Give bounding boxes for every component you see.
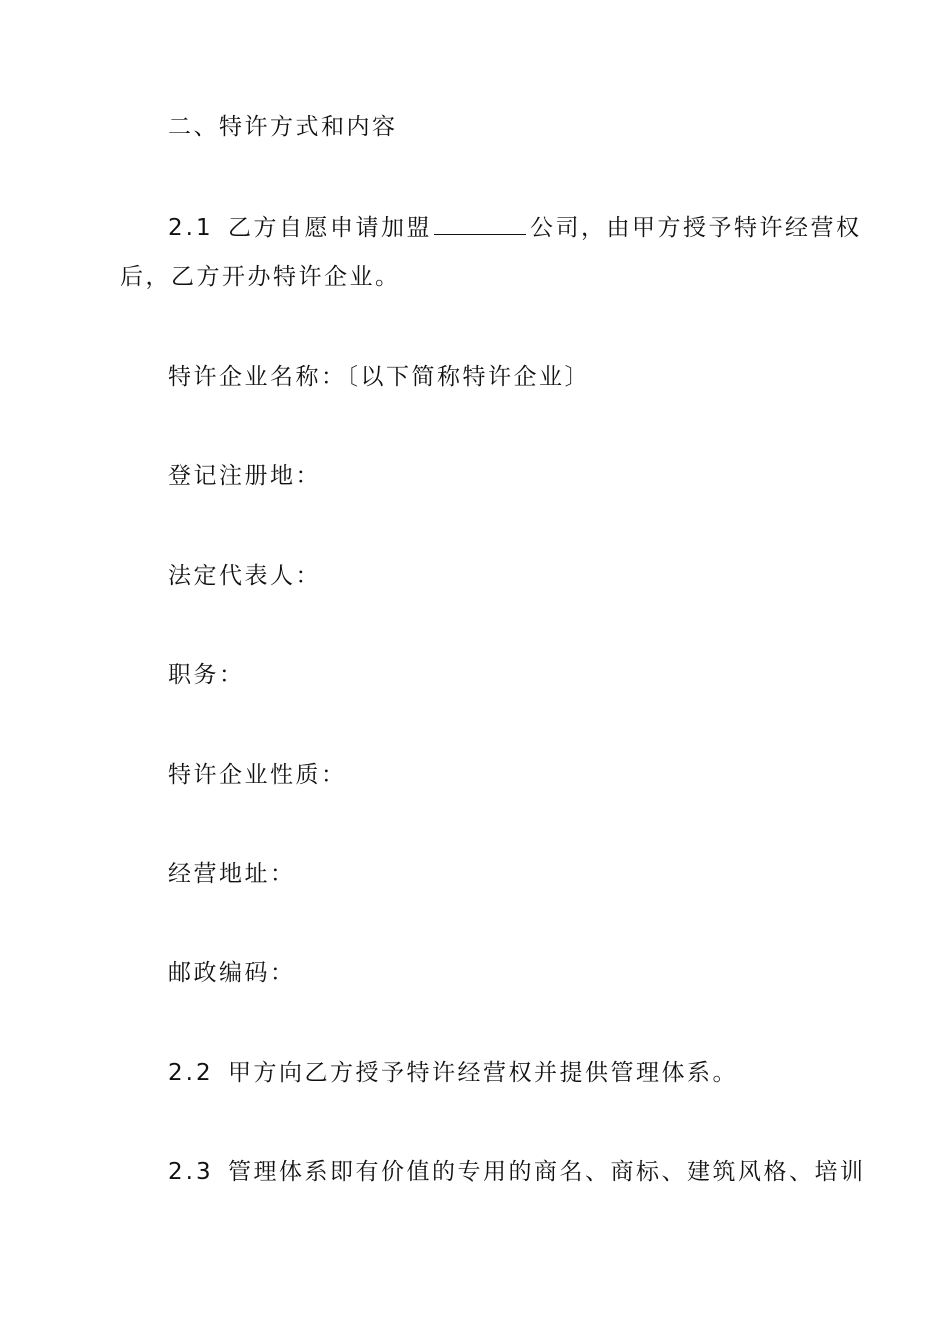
clause-2-1 <box>168 212 862 243</box>
clause-number: 2.2 <box>168 1060 214 1086</box>
field-position <box>168 660 245 690</box>
clause-2-3 <box>168 1157 866 1187</box>
field-label: 登记注册地： <box>168 463 321 489</box>
clause-text: 乙方自愿申请加盟 <box>228 215 432 241</box>
field-legal-representative <box>168 561 321 591</box>
field-label: 经营地址： <box>168 861 296 887</box>
field-label: 职务： <box>168 662 245 688</box>
clause-2-2 <box>168 1058 738 1088</box>
clause-text: 管理体系即有价值的专用的商名、商标、建筑风格、培训 <box>228 1159 866 1185</box>
clause-text: 甲方向乙方授予特许经营权并提供管理体系。 <box>228 1060 738 1086</box>
field-registration-place <box>168 461 321 491</box>
clause-continuation-text: 后，乙方开办特许企业。 <box>120 264 401 290</box>
field-label: 特许企业性质： <box>168 762 347 788</box>
section-heading-text: 二、特许方式和内容 <box>168 114 398 140</box>
clause-number: 2.1 <box>168 215 214 241</box>
field-enterprise-name <box>168 362 590 392</box>
field-postal-code <box>168 958 296 988</box>
field-business-address <box>168 859 296 889</box>
field-label: 特许企业名称：〔以下简称特许企业〕 <box>168 364 590 390</box>
field-enterprise-nature <box>168 760 347 790</box>
field-label: 邮政编码： <box>168 960 296 986</box>
clause-text: 公司，由甲方授予特许经营权 <box>530 215 862 241</box>
field-label: 法定代表人： <box>168 563 321 589</box>
fill-in-blank <box>434 212 526 235</box>
clause-2-1-continuation <box>120 262 401 292</box>
section-heading <box>168 112 398 142</box>
clause-number: 2.3 <box>168 1159 214 1185</box>
